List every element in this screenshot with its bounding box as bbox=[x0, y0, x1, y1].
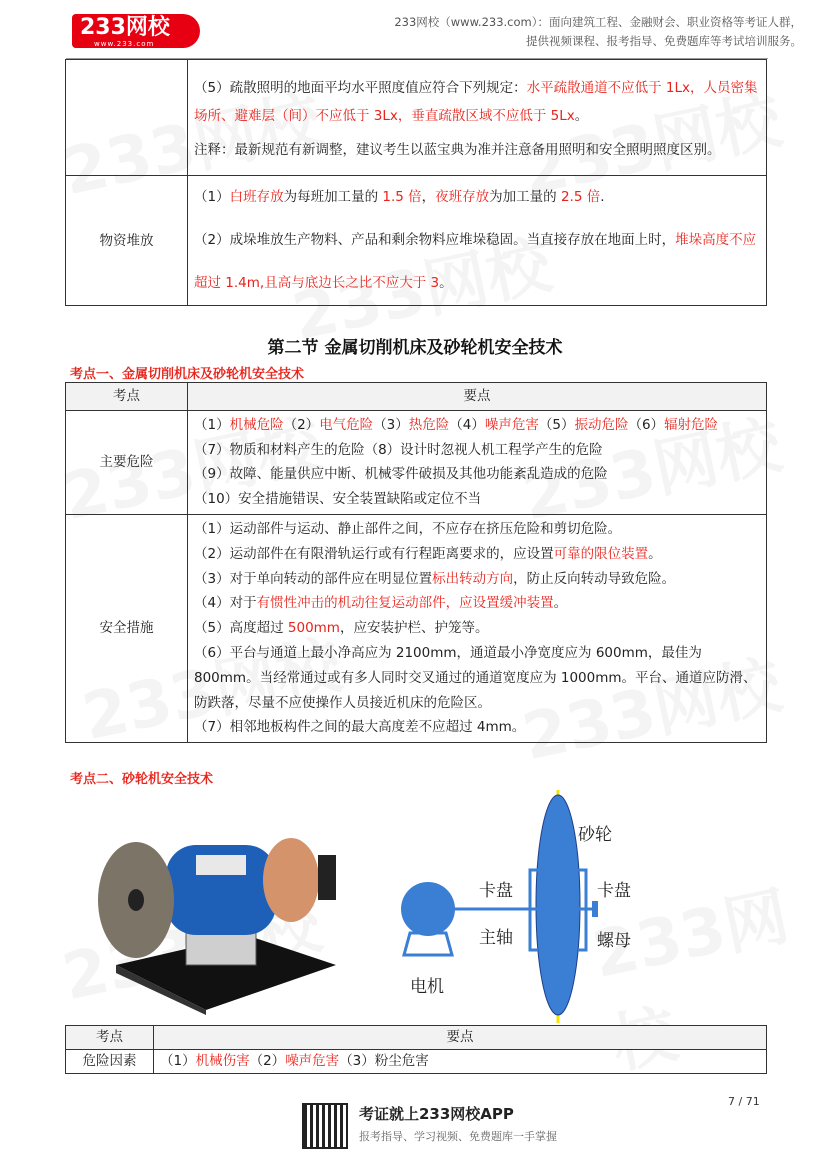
column-header: 要点 bbox=[154, 1026, 767, 1050]
highlight-text: 1.5 倍 bbox=[382, 189, 422, 205]
key-point-heading: 考点一、金属切削机床及砂轮机安全技术 bbox=[70, 367, 305, 382]
list-item bbox=[194, 413, 760, 438]
highlight-text: 机械危险 bbox=[229, 416, 284, 433]
header-tagline bbox=[332, 13, 802, 51]
text: 为每班加工量的 bbox=[283, 189, 383, 205]
grinding-wheel-icon bbox=[536, 795, 580, 1015]
row-label: 物资堆放 bbox=[66, 176, 188, 306]
page-number: 7 / 71 bbox=[728, 1095, 760, 1108]
highlight-text: 机械伤害 bbox=[195, 1053, 250, 1069]
highlight-text: 水平疏散通道不应低于 1Lx，人员密集场所、避难层（间）不应低于 3Lx，垂直疏散区域不应低于 5Lx bbox=[194, 80, 758, 124]
paragraph: 注释：最新规范有新调整，建议考生以蓝宝典为准并注意备用照明和安全照明照度区别。 bbox=[194, 142, 721, 158]
text: 为加工量的 bbox=[489, 189, 561, 205]
text: （4）对于 bbox=[194, 595, 257, 612]
paragraph bbox=[194, 219, 760, 305]
table-row bbox=[66, 514, 767, 742]
lighting-storage-table bbox=[65, 59, 767, 306]
row-content bbox=[188, 410, 767, 514]
row-label: 主要危险 bbox=[66, 410, 188, 514]
highlight-text: 可靠的限位装置 bbox=[553, 545, 649, 562]
column-header: 要点 bbox=[188, 383, 767, 411]
text: （2） bbox=[249, 1053, 286, 1069]
label-flange-right: 卡盘 bbox=[597, 881, 631, 901]
qr-code-icon[interactable] bbox=[302, 1103, 348, 1149]
text: 。 bbox=[553, 595, 568, 612]
list-item: （6）平台与通道上最小净高应为 2100mm，通道最小净宽度应为 600mm，最佳为 800mm。当经常通过或有多人同时交叉通过的通道宽度应为 1000mm。平台、通道应防滑、防跌落，尽量不应使操作人员接近机床的危险区。 bbox=[194, 644, 757, 711]
list-item: （9）故障、能量供应中断、机械零件破损及其他功能紊乱造成的危险 bbox=[194, 466, 608, 483]
text: （2） bbox=[283, 416, 320, 433]
brand-logo bbox=[72, 14, 200, 48]
table-row bbox=[66, 410, 767, 514]
table-row bbox=[66, 176, 767, 306]
label-motor: 电机 bbox=[410, 977, 444, 997]
row-content bbox=[188, 176, 767, 306]
text: （5） bbox=[538, 416, 575, 433]
label-spindle: 主轴 bbox=[479, 928, 513, 948]
highlight-text: 辐射危险 bbox=[664, 416, 719, 433]
highlight-text: 噪声危害 bbox=[484, 416, 539, 433]
label-grinding-wheel: 砂轮 bbox=[578, 825, 612, 845]
highlight-text: 标出转动方向 bbox=[432, 570, 514, 587]
nut-icon bbox=[592, 901, 598, 917]
text: （3）对于单向转动的部件应在明显位置 bbox=[194, 570, 433, 587]
label-nut: 螺母 bbox=[597, 931, 631, 951]
list-item bbox=[194, 591, 760, 616]
row-content bbox=[188, 514, 767, 742]
paragraph bbox=[194, 176, 760, 219]
highlight-text: 500mm bbox=[287, 620, 340, 637]
list-item: （7）相邻地板构件之间的最大高度差不应超过 4mm。 bbox=[194, 719, 526, 736]
footer-subtext: 报考指导、学习视频、免费题库一手掌握 bbox=[359, 1130, 557, 1143]
row-label bbox=[66, 60, 188, 176]
column-header: 考点 bbox=[66, 383, 188, 411]
text: ，应安装护栏、护笼等。 bbox=[339, 620, 489, 637]
text: （2）成垛堆放生产物料、产品和剩余物料应堆垛稳固。当直接存放在地面上时， bbox=[194, 232, 676, 248]
text: ， bbox=[421, 189, 436, 205]
highlight-text: 热危险 bbox=[408, 416, 450, 433]
machine-safety-table bbox=[65, 382, 767, 743]
text: 。 bbox=[574, 108, 589, 124]
grinder-hazard-table bbox=[65, 1025, 767, 1074]
text: 。 bbox=[648, 545, 662, 562]
header-line-1: 233网校（www.233.com）：面向建筑工程、金融财会、职业资格等考证人群， bbox=[394, 15, 802, 29]
header-line-2: 提供视频课程、报考指导、免费题库等考试培训服务。 bbox=[526, 34, 802, 48]
text: （5）疏散照明的地面平均水平照度值应符合下列规定： bbox=[194, 80, 527, 96]
text: （6） bbox=[628, 416, 665, 433]
text: （4） bbox=[449, 416, 485, 433]
motor-icon bbox=[401, 882, 455, 936]
list-item bbox=[194, 616, 760, 641]
list-item: （7）物质和材料产生的危险（8）设计时忽视人机工程学产生的危险 bbox=[194, 441, 603, 458]
list-item bbox=[194, 542, 760, 567]
table-row bbox=[66, 60, 767, 176]
logo-url: www.233.com bbox=[94, 40, 155, 48]
list-item bbox=[194, 567, 760, 592]
highlight-text: 有惯性冲击的机动往复运动部件，应设置缓冲装置 bbox=[256, 595, 554, 612]
key-point-heading: 考点二、砂轮机安全技术 bbox=[70, 772, 214, 787]
highlight-text: 2.5 倍 bbox=[560, 189, 601, 205]
text: （3）粉尘危害 bbox=[339, 1053, 429, 1069]
label-flange-left: 卡盘 bbox=[479, 881, 513, 901]
table-header-row bbox=[66, 1026, 767, 1050]
highlight-text: 电气危险 bbox=[319, 416, 374, 433]
highlight-text: 堆垛高度不应超过 1.4m,且高与底边长之比不应大于 3 bbox=[194, 232, 757, 291]
highlight-text: 噪声危害 bbox=[285, 1053, 340, 1069]
text: （3） bbox=[373, 416, 409, 433]
logo-text: 233网校 bbox=[80, 15, 170, 40]
bench-grinder-illustration bbox=[96, 815, 356, 1015]
text: . bbox=[600, 189, 605, 205]
text: （1） bbox=[194, 416, 230, 433]
text: 。 bbox=[439, 275, 453, 291]
highlight-text: 夜班存放 bbox=[435, 189, 490, 205]
text: （1） bbox=[194, 189, 230, 205]
text: （5）高度超过 bbox=[194, 620, 288, 637]
highlight-text: 白班存放 bbox=[229, 189, 284, 205]
paragraph bbox=[194, 74, 760, 130]
row-label: 危险因素 bbox=[66, 1050, 154, 1074]
highlight-text: 振动危险 bbox=[574, 416, 629, 433]
list-item: （10）安全措施错误、安全装置缺陷或定位不当 bbox=[194, 491, 482, 508]
list-item: （1）运动部件与运动、静止部件之间，不应存在挤压危险和剪切危险。 bbox=[194, 520, 622, 537]
text: （1） bbox=[160, 1053, 196, 1069]
row-content bbox=[188, 60, 767, 176]
row-label: 安全措施 bbox=[66, 514, 188, 742]
table-header-row bbox=[66, 383, 767, 411]
column-header: 考点 bbox=[66, 1026, 154, 1050]
text: （2）运动部件在有限滑轨运行或有行程距离要求的，应设置 bbox=[194, 545, 554, 562]
footer-slogan: 考证就上233网校APP bbox=[359, 1105, 514, 1123]
table-row bbox=[66, 1050, 767, 1074]
row-content bbox=[154, 1050, 767, 1074]
section-title: 第二节 金属切削机床及砂轮机安全技术 bbox=[267, 338, 563, 358]
text: ，防止反向转动导致危险。 bbox=[513, 570, 676, 587]
